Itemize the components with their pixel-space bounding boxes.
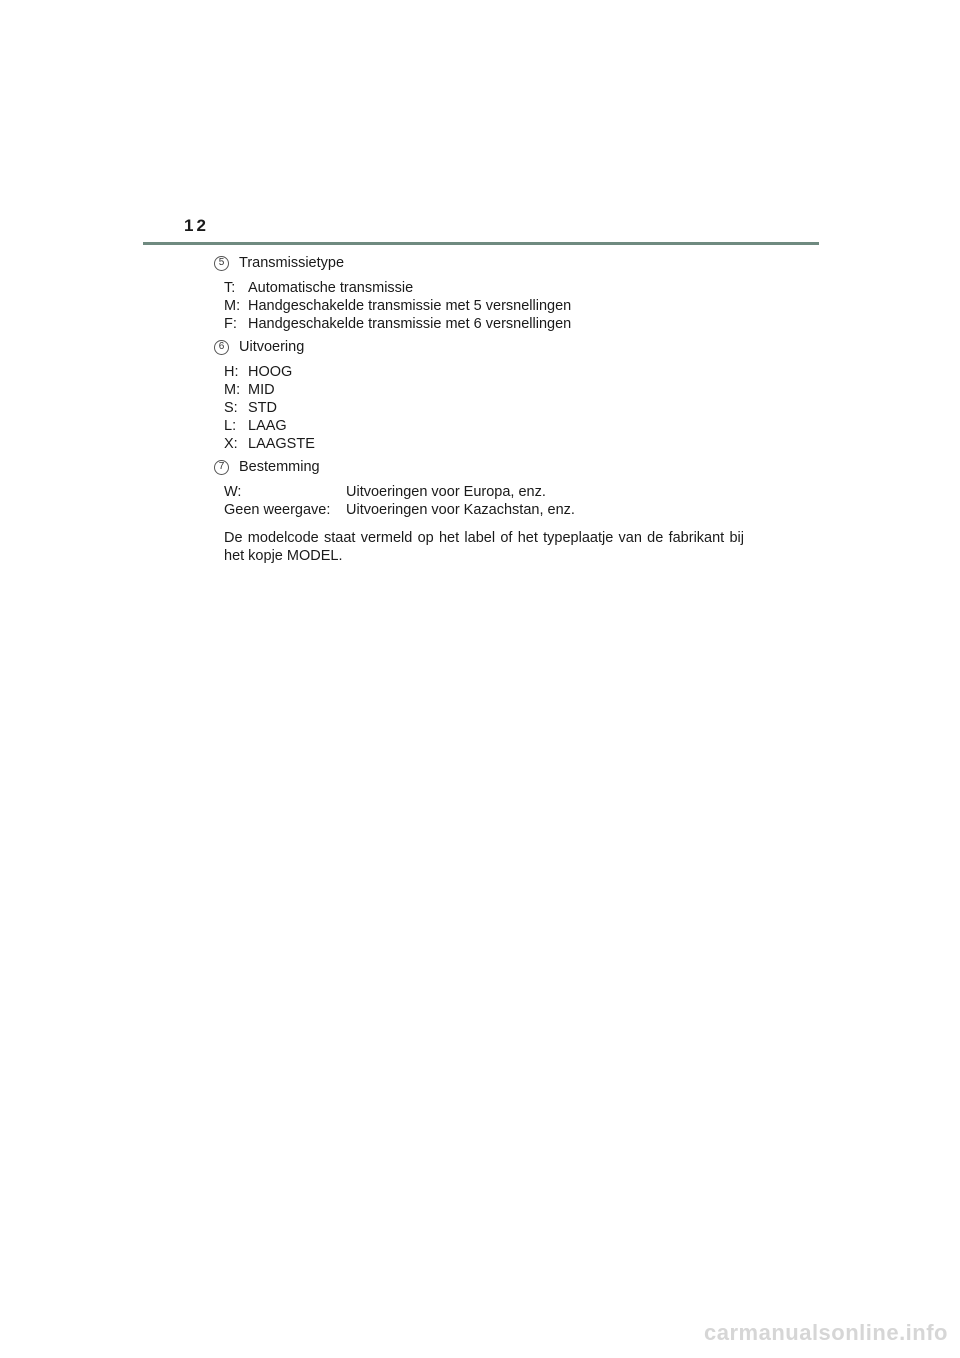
list-item	[224, 363, 315, 381]
code-key: H:	[224, 364, 239, 380]
code-value: LAAG	[248, 418, 287, 434]
code-key: S:	[224, 400, 238, 416]
code-list	[224, 483, 575, 519]
header-rule	[143, 242, 819, 245]
code-value: LAAGSTE	[248, 436, 315, 452]
code-value: STD	[248, 400, 277, 416]
list-item	[224, 279, 571, 297]
section-trim-level	[214, 338, 315, 453]
code-key: X:	[224, 436, 238, 452]
code-list	[224, 279, 571, 333]
section-title: Uitvoering	[239, 339, 305, 355]
list-item	[224, 417, 315, 435]
code-key: Geen weergave:	[224, 502, 331, 518]
code-value: HOOG	[248, 364, 293, 380]
code-value: Uitvoeringen voor Europa, enz.	[346, 484, 546, 500]
code-key: M:	[224, 382, 241, 398]
code-value: MID	[248, 382, 275, 398]
code-key: L:	[224, 418, 237, 434]
list-item	[224, 483, 575, 501]
code-value: Uitvoeringen voor Kazachstan, enz.	[346, 502, 575, 518]
model-code-note: De modelcode staat vermeld op het label of het typeplaatje van de fabrikant bij het kopje MODEL.	[224, 530, 744, 564]
circled-number-icon: 7	[214, 460, 229, 475]
list-item	[224, 297, 571, 315]
code-key: T:	[224, 280, 236, 296]
code-key: W:	[224, 484, 242, 500]
list-item	[224, 435, 315, 453]
circled-number-icon: 6	[214, 340, 229, 355]
code-key: F:	[224, 316, 237, 332]
code-value: Handgeschakelde transmissie met 6 versnellingen	[248, 316, 572, 332]
list-item	[224, 399, 315, 417]
page-number: 12	[184, 216, 209, 235]
watermark: carmanualsonline.info	[704, 1320, 948, 1345]
code-list	[224, 363, 315, 453]
list-item	[224, 315, 571, 333]
code-value: Automatische transmissie	[248, 280, 414, 296]
list-item	[224, 501, 575, 519]
code-key: M:	[224, 298, 241, 314]
list-item	[224, 381, 315, 399]
section-destination	[214, 458, 575, 519]
section-title: Transmissietype	[239, 255, 345, 271]
circled-number-icon: 5	[214, 256, 229, 271]
code-value: Handgeschakelde transmissie met 5 versnellingen	[248, 298, 572, 314]
section-transmission-type	[214, 254, 571, 333]
section-title: Bestemming	[239, 459, 320, 475]
